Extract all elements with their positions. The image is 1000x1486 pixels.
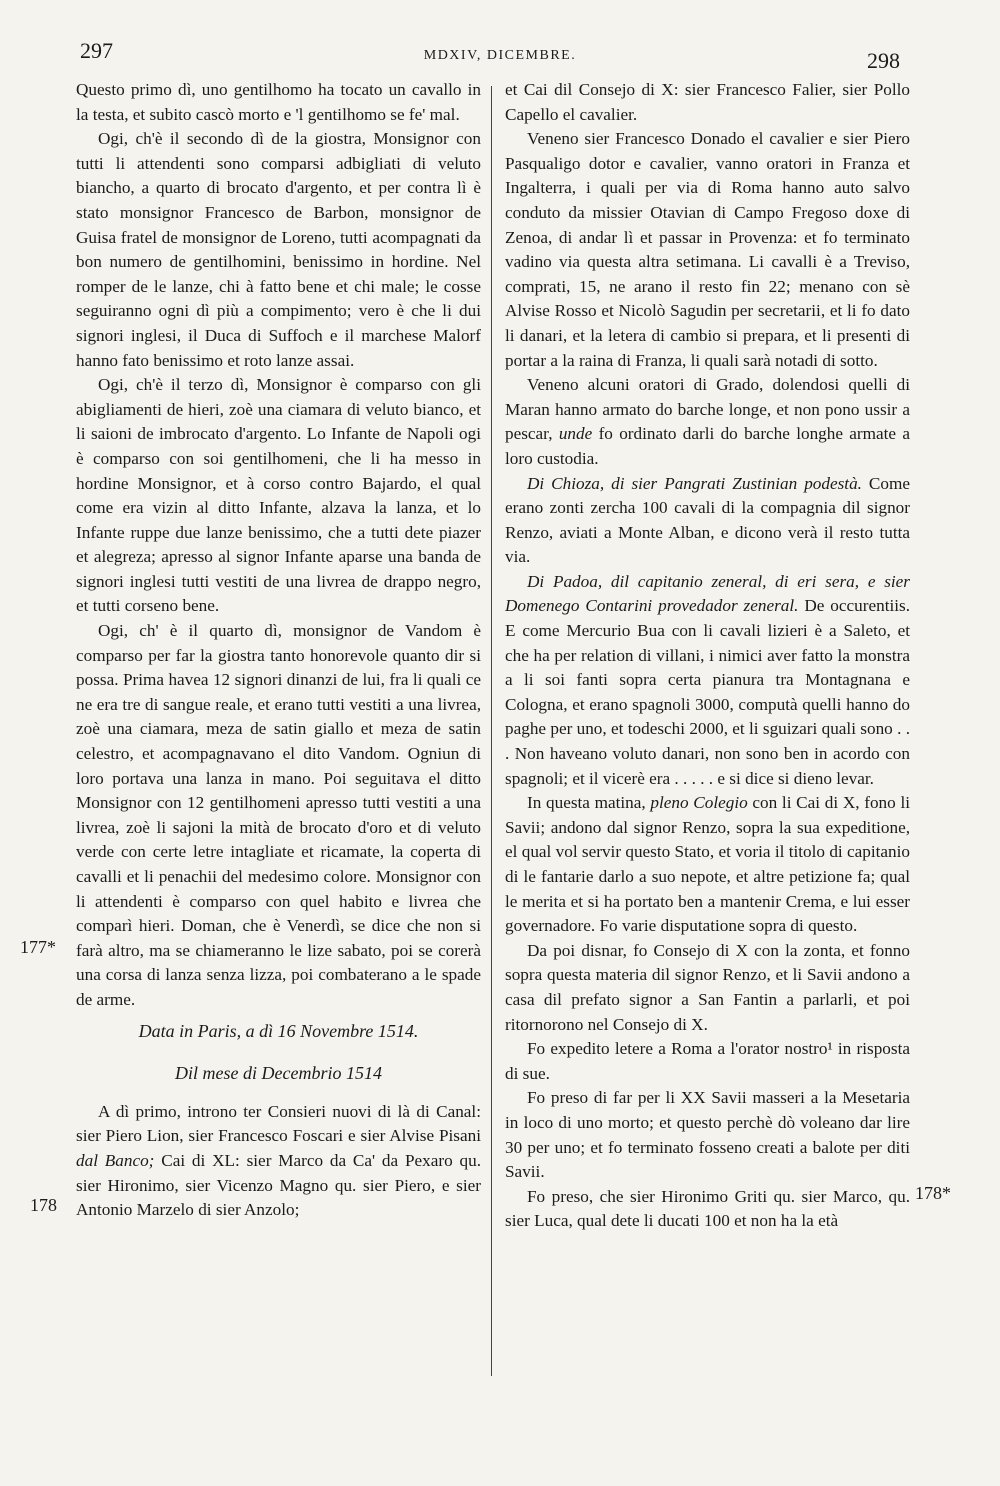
italic-text: pleno Colegio [650,793,748,813]
italic-text: dal Banco; [76,1150,155,1170]
margin-note-177: 177* [20,937,56,957]
paragraph: Da poi disnar, fo Consejo di X con la zonta, et fonno sopra questa materia dil signor Renzo, et li Savii andono a casa dil prefato signor a San Fantin a parlarli, et poi ritornorono nel Consejo di X. [505,940,910,1034]
paragraph: Ogi, ch'è il secondo dì de la giostra, Monsignor con tutti li attendenti sono comparsi adbigliati di veluto biancho, a quarto di brocato d'argento, et per contra lì è stato monsignor Francesco de Barbon, monsignor de Guisa fratel de monsignor de Loreno, tutti acompagnati da bon numero de gentilhomini, benissimo in hordine. Nel romper de le lanze, chi à fatto bene et chi male; le cosse seguiranno ogni dì più a compimento; vero è che li dui signori inglesi, il Duca di Suffoch e il marchese Malorf hanno fato benissimo et roto lanze assai. [76,129,481,370]
italic-text: Di Padoa, dil capitanio zeneral, di eri sera, e sier Domenego Contarini provedador zeneral. [505,571,910,616]
text-run: De occurentiis. E come Mercurio Bua con li cavali lizieri è a Saleto, et che ha per relation di villani, i nimici aver fatto la monstra a li soi fanti sopra certa pianura tra Montagnana e Cologna, et erano spagnoli 3000, computà quelli hanno do paghe per uno, et todeschi 2000, et li sguizari quali sono . . . Non haveano voluto danari, non sono ben in acordo con spagnoli; et il vicerè era . . . . . e si dice si dieno levar. [505,596,911,788]
paragraph: Veneno sier Francesco Donado el cavalier e sier Piero Pasqualigo dotor e cavalier, vanno oratori in Franza et Ingalterra, i quali per via di Roma hanno auto salvo conduto da missier Otavian di Campo Fregoso doxe di Zenoa, di andar lì et passar in Provenza: et fo terminato vadino via questa altra setimana. Li cavalli è a Treviso, comprati, 15, ne arano il resto fin 22; menano con sè Alvise Rosso et Nicolò Sagudin per secretarii, et li fo dato li danari, et la letera di cambio si prepara, et li presenti di portar a la raina di Franza, li quali sarà notadi di sotto. [505,129,910,370]
paragraph: Ogi, ch' è il quarto dì, monsignor de Vandom è comparso per far la giostra tanto honorevole quanto dir si possa. Prima havea 12 signori dinanzi de lui, fra li quali ce ne era tre di sangue reale, et erano tutti vestiti a una livrea, zoè una ciamara, meza de satin giallo et meza de satin celestro, et acompagnavano el dito Vandom. Ogniun di loro portava una lanza in mano. Poi seguitava el ditto Monsignor con 12 gentilhomeni apresso tutti vestiti a una livrea, zoè li sajoni la mità de brocato d'oro et di veluto verde con certe letre intagliate et ricamate, la coperta di cavalli et li penachii del medesimo colore. Monsignor con li attendenti è comparso con quel habito e livrea che comparì hieri. Doman, che è Venerdì, se dice che non si farà altro, ma se chiameranno le lize sabato, poi se corerà una corsa di lanza senza lizza, poi combaterano a le spade de arme. [76,621,481,1009]
page-number-right: 298 [867,48,900,73]
paragraph [76,1100,481,1223]
text-run: con li Cai di X, fono li Savii; andono dal signor Renzo, sopra la sua expeditione, el qual vol servir questo Stato, et voria il titolo di capitanio di le fantarie darlo a suo nepote, et altre petizione fa; qual le merita et si ha portato ben a mantenir Crema, e lui esser governadore. Fo varie disputatione sopra di questo. [505,793,910,936]
paragraph [505,791,910,939]
paragraph: Questo primo dì, uno gentilhomo ha tocato un cavallo in la testa, et subito cascò morto e 'l gentilhomo se fe' mal. [76,80,481,124]
margin-note-178-right: 178* [915,1183,951,1203]
section-heading: Dil mese di Decembrio 1514 [175,1063,382,1084]
text-run: Come erano zonti zercha 100 cavali di la compagnia dil signor Renzo, aviati a Monte Alban, e dicono verà il resto tutta via. [505,473,910,567]
running-title: MDXIV, DICEMBRE. [423,48,577,63]
text-run: In questa matina, [527,793,651,813]
paragraph: et Cai dil Consejo di X: sier Francesco Falier, sier Pollo Capello el cavalier. [505,80,910,124]
column-divider [491,86,492,1376]
text-run: Veneno alcuni oratori di Grado, dolendosi quelli di Maran hanno armato do barche longe, et non pono ussir a pescar, [505,375,910,444]
paragraph: Fo preso, che sier Hironimo Griti qu. sier Marco, qu. sier Luca, qual dete li ducati 100 et non ha la età [505,1186,910,1231]
page-header [0,38,1000,78]
left-column [76,78,481,1223]
paragraph: Fo expedito letere a Roma a l'orator nostro¹ in risposta di sue. [505,1039,910,1083]
text-run: Cai di XL: sier Marco da Ca' da Pexaro qu. sier Hironimo, sier Vicenzo Magno qu. sier Piero, e sier Antonio Marzelo di sier Anzolo; [76,1150,481,1220]
page-number-left: 297 [80,38,113,63]
italic-text: Di Chioza, di sier Pangrati Zustinian podestà. [527,473,862,493]
margin-note-178-left: 178 [30,1195,57,1215]
paragraph: Ogi, ch'è il terzo dì, Monsignor è comparso con gli abigliamenti de hieri, zoè una ciamara di veluto bianco, et li saioni de imbrocato d'argento. Lo Infante de Napoli ogi è comparso con soi gentilhomeni, che li ha messo in hordine Monsignor, et à corso contro Bajardo, el qual come era vizin al ditto Infante, alzava la lanza, et lo Infante ruppe due lanze benissimo, che a tutti dete piazer et alegreza; apresso al signor Infante aparse una banda de signori inglesi tutti vestiti de una livrea de drappo negro, et tutti corseno bene. [76,375,481,616]
text-run: fo ordinato darli do barche longhe armate a loro custodia. [505,424,910,468]
text-run: A dì primo, introno ter Consieri nuovi di là di Canal: sier Piero Lion, sier Francesco Foscari e sier Alvise Pisani [76,1101,481,1146]
paragraph: Fo preso di far per li XX Savii masseri a la Mesetaria in loco di uno morto; et questo perchè dò voleano dar lire 30 per uno; et fo terminato fosseno creati a balote per diti Savii. [505,1088,910,1182]
paragraph [505,373,910,471]
italic-text: unde [558,424,593,444]
right-column [505,78,910,1234]
paragraph [505,570,910,791]
dateline: Data in Paris, a dì 16 Novembre 1514. [138,1020,419,1041]
paragraph [505,472,910,570]
